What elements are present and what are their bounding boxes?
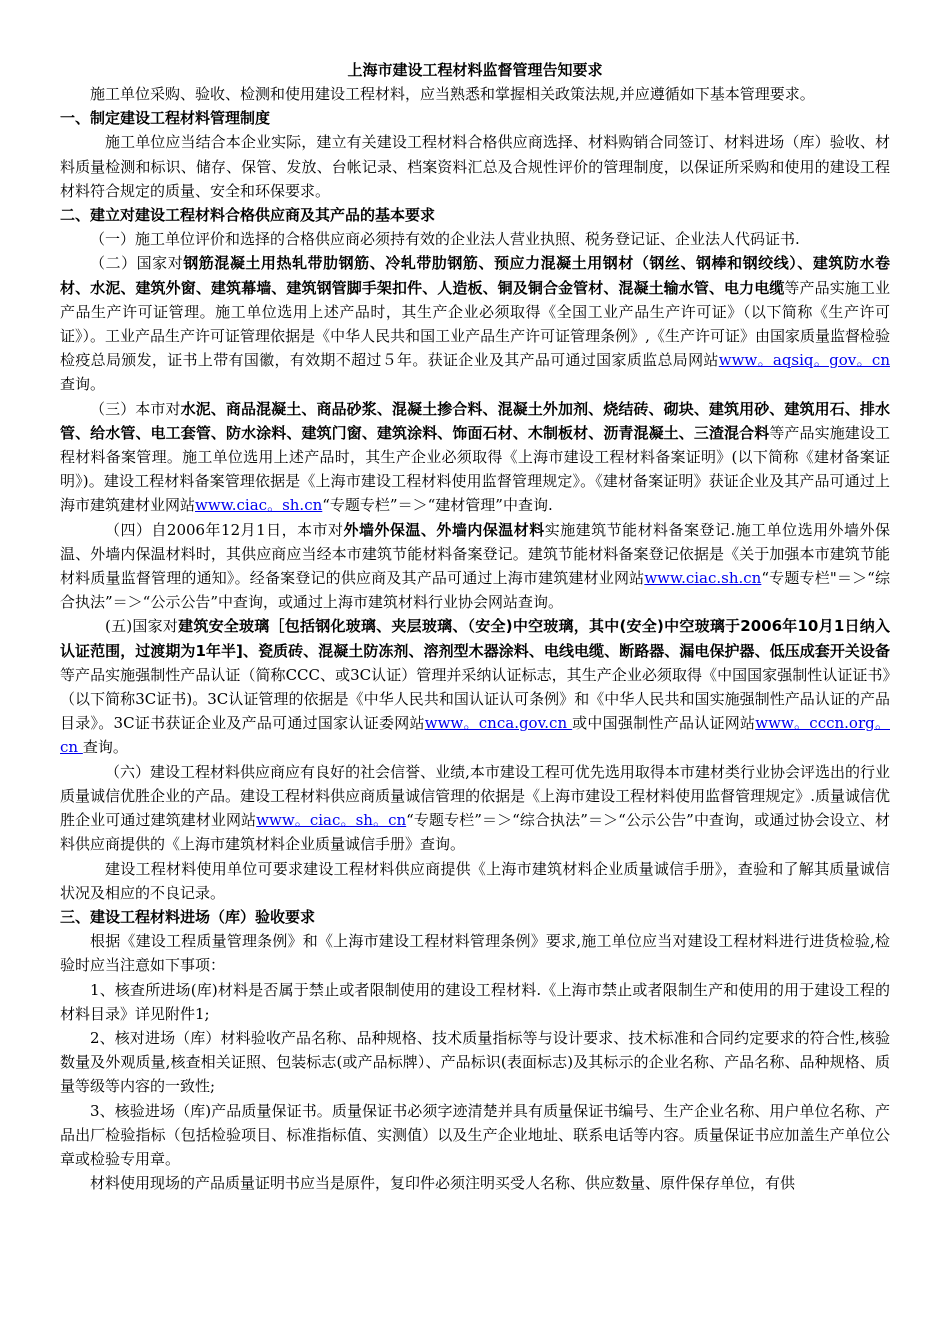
ciac-link-3[interactable]: www。ciac。sh。cn [256, 811, 407, 830]
item-2-tail: 查询。 [60, 375, 106, 394]
item-2-lead: （二）国家对 [90, 254, 184, 273]
section-3-item-1: 1、核查所进场(库)材料是否属于禁止或者限制使用的建设工程材料.《上海市禁止或者限制生产和使用的用于建设工程的材料目录》详见附件1; [60, 980, 890, 1023]
ciac-link-2[interactable]: www.ciac.sh.cn [644, 569, 762, 588]
cccn-link[interactable]: www。cccn.org。cn [60, 714, 890, 757]
section-2-item-2 [60, 251, 890, 396]
section-3-item-3: 3、核验进场（库)产品质量保证书。质量保证书必须字迹清楚并具有质量保证书编号、生产企业名称、用户单位名称、产品出厂检验指标（包括检验项目、标准指标值、实测值）以及生产企业地址、联系电话等内容。质量保证书应加盖生产单位公章或检验专用章。 [60, 1101, 890, 1168]
section-1-paragraph: 施工单位应当结合本企业实际，建立有关建设工程材料合格供应商选择、材料购销合同签订、材料进场（库）验收、材料质量检测和标识、储存、保管、发放、台帐记录、档案资料汇总及合规性评价的管理制度，以保证所采购和使用的建设工程材料符合规定的质量、安全和环保要求。 [60, 133, 890, 200]
item-3-lead: （三）本市对 [90, 399, 181, 418]
item-2-text: 等产品实施工业产品生产许可证管理。施工单位选用上述产品时，其生产企业必须取得《全国工业产品生产许可证》（以下简称《生产许可证》）。工业产品生产许可证管理依据是《中华人民共和国工业产品生产许可证管理条例》,《生产许可证》由国家质量监督检验检疫总局颁发，证书上带有国徽，有效期不超过５年。获证企业及其产品可通过国家质监总局网站 [60, 278, 890, 370]
item-4-text: 实施建筑节能材料备案登记.施工单位选用外墙外保温、外墙内保温材料时，其供应商应当经本市建筑节能材料备案登记。建筑节能材料备案登记依据是《关于加强本市建筑节能材料质量监督管理的通知》。经备案登记的供应商及其产品可通过上海市建筑建材业网站 [60, 520, 890, 588]
section-2-note: 建设工程材料使用单位可要求建设工程材料供应商提供《上海市建筑材料企业质量诚信手册》，查验和了解其质量诚信状况及相应的不良记录。 [60, 859, 890, 902]
section-1-heading: 一、制定建设工程材料管理制度 [60, 109, 271, 128]
aqsiq-link[interactable]: www。aqsiq。gov。cn [718, 351, 890, 370]
section-2-item-4 [60, 518, 890, 615]
section-3-heading: 三、建设工程材料进场（库）验收要求 [60, 907, 316, 926]
section-2-item-3 [60, 397, 890, 518]
item-2-products: 钢筋混凝土用热轧带肋钢筋、冷轧带肋钢筋、预应力混凝土用钢材（钢丝、钢棒和钢绞线）、建筑防水卷材、水泥、建筑外窗、建筑幕墙、建筑钢管脚手架扣件、人造板、铜及铜合金管材、混凝土输水管、电力电缆 [60, 254, 890, 297]
section-3-item-2: 2、核对进场（库）材料验收产品名称、品种规格、技术质量指标等与设计要求、技术标准和合同约定要求的符合性,核验数量及外观质量,核查相关证照、包装标志(或产品标牌）、产品标识(表面标志)及其标示的企业名称、产品名称、品种规格、质量等级等内容的一致性; [60, 1028, 890, 1096]
item-5-mid: 或中国强制性产品认证网站 [572, 714, 756, 733]
cnca-link[interactable]: www。cnca.gov.cn [424, 714, 573, 733]
item-4-tail: “专题专栏"＝＞“综合执法”＝＞“公示公告”中查询，或通过上海市建筑材料行业协会网站查询。 [60, 569, 890, 612]
section-2-item-6 [60, 760, 890, 857]
document-title: 上海市建设工程材料监督管理告知要求 [347, 61, 603, 79]
item-5-products: 建筑安全玻璃［包括钢化玻璃、夹层玻璃、（安全)中空玻璃，其中(安全)中空玻璃于2006年10月1日纳入认证范围，过渡期为1年半]、瓷质砖、混凝土防冻剂、溶剂型木器涂料、电线电缆、断路器、漏电保护器、低压成套开关设备 [60, 617, 890, 660]
intro-paragraph: 施工单位采购、验收、检测和使用建设工程材料，应当熟悉和掌握相关政策法规,并应遵循如下基本管理要求。 [90, 85, 815, 103]
item-6-text: （六）建设工程材料供应商应有良好的社会信誉、业绩,本市建设工程可优先选用取得本市建材类行业协会评选出的行业质量诚信优胜企业的产品。建设工程材料供应商质量诚信管理的依据是《上海市建设工程材料使用监督管理规定》.质量诚信优胜企业可通过建筑建材业网站 [60, 762, 890, 830]
ciac-link-1[interactable]: www.ciac。sh.cn [195, 496, 323, 515]
item-5-tail: 查询。 [82, 738, 128, 757]
item-5-text: 等产品实施强制性产品认证（简称CCC、或3C认证）管理并采纳认证标志，其生产企业必须取得《中国国家强制性认证证书》（以下简称3C证书)。3C认证管理的依据是《中华人民共和国认证认可条例》和《中华人民共和国实施强制性产品认证的产品目录》。3C证书获证企业及产品可通过国家认证委网站 [60, 665, 890, 733]
item-3-tail: “专题专栏”＝＞“建材管理”中查询. [322, 496, 553, 515]
item-3-products: 水泥、商品混凝土、商品砂浆、混凝土掺合料、混凝土外加剂、烧结砖、砌块、建筑用砂、建筑用石、排水管、给水管、电工套管、防水涂料、建筑门窗、建筑涂料、饰面石材、木制板材、沥青混凝土、三渣混合料 [60, 399, 890, 442]
section-3-paragraph: 根据《建设工程质量管理条例》和《上海市建设工程材料管理条例》要求,施工单位应当对建设工程材料进行进货检验,检验时应当注意如下事项： [60, 932, 890, 975]
item-5-lead: (五)国家对 [105, 617, 179, 636]
document-body [60, 82, 890, 1195]
item-4-products: 外墙外保温、外墙内保温材料 [343, 520, 545, 539]
section-2-item-5 [60, 614, 890, 759]
item-3-text: 等产品实施建设工程材料备案管理。施工单位选用上述产品时，其生产企业必须取得《上海市建设工程材料备案证明》(以下简称《建材备案证明》)。建设工程材料备案管理依据是《上海市建设工程材料使用监督管理规定》。《建材备案证明》获证企业及其产品可通过上海市建筑建材业网站 [60, 423, 890, 515]
item-4-lead: （四）自2006年12月1日，本市对 [105, 520, 344, 539]
section-2-heading: 二、建立对建设工程材料合格供应商及其产品的基本要求 [60, 206, 436, 225]
section-3-note: 材料使用现场的产品质量证明书应当是原件，复印件必须注明买受人名称、供应数量、原件保存单位，有供 [90, 1174, 796, 1193]
item-6-tail: “专题专栏”＝＞“综合执法”＝＞“公示公告”中查询，或通过协会设立、材料供应商提供的《上海市建筑材料企业质量诚信手册》查询。 [60, 811, 890, 854]
section-2-item-1: （一）施工单位评价和选择的合格供应商必须持有效的企业法人营业执照、税务登记证、企业法人代码证书. [90, 230, 800, 249]
